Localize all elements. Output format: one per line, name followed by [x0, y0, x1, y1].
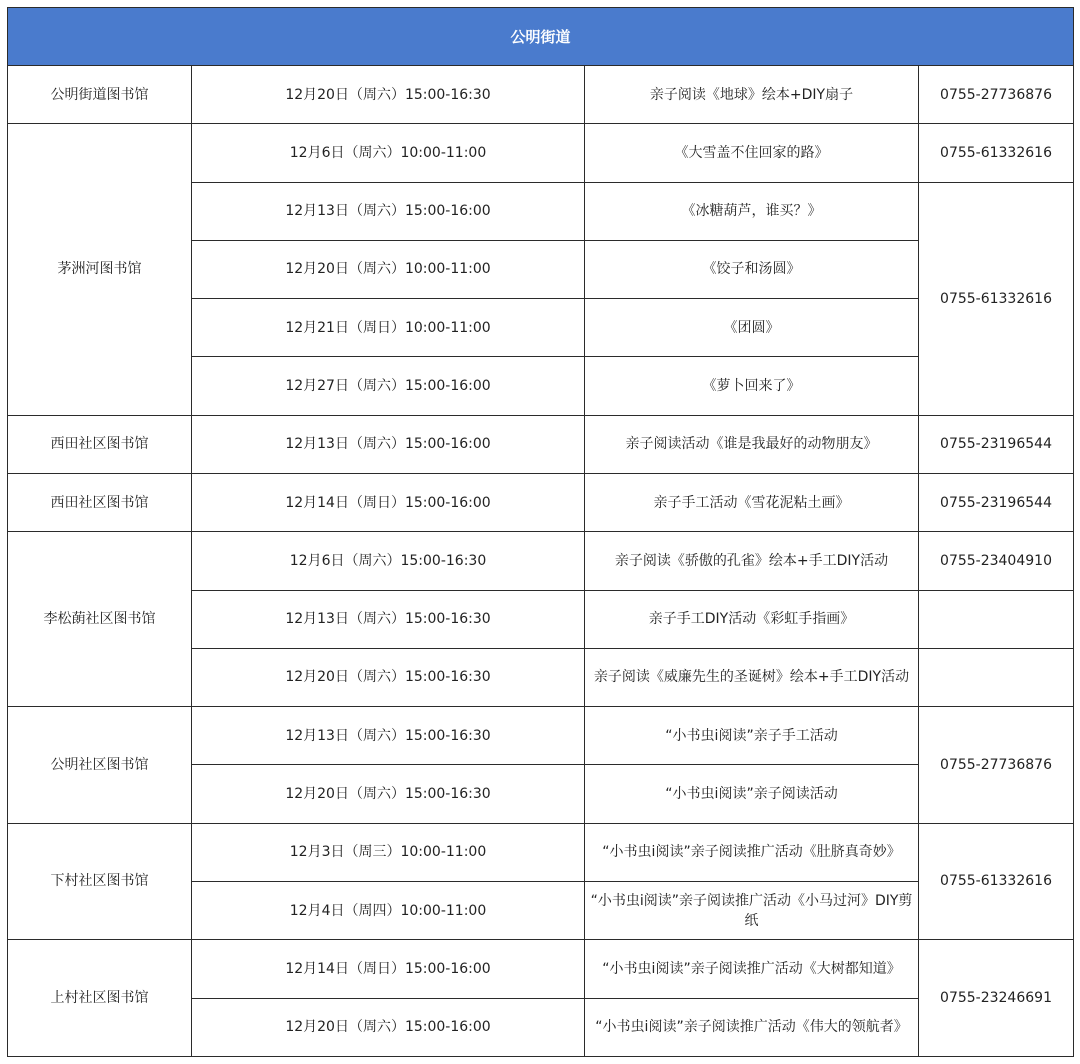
activity-cell: “小书虫i阅读”亲子阅读推广活动《大树都知道》: [585, 940, 919, 998]
activity-cell: 《大雪盖不住回家的路》: [585, 124, 919, 182]
activity-cell: 亲子阅读《地球》绘本+DIY扇子: [585, 66, 919, 124]
table-row: [8, 124, 1074, 182]
activity-cell: “小书虫i阅读”亲子手工活动: [585, 707, 919, 765]
phone-cell: 0755-23404910: [919, 532, 1074, 590]
phone-cell: [919, 590, 1074, 648]
table-row: [8, 532, 1074, 590]
activity-cell: 亲子阅读《骄傲的孔雀》绘本+手工DIY活动: [585, 532, 919, 590]
library-name-cell: 茅洲河图书馆: [8, 124, 192, 415]
activity-cell: “小书虫i阅读”亲子阅读推广活动《伟大的领航者》: [585, 998, 919, 1057]
activity-cell: 《萝卜回来了》: [585, 357, 919, 415]
time-cell: 12月13日（周六）15:00-16:00: [192, 415, 585, 473]
table-row: [8, 415, 1074, 473]
time-cell: 12月13日（周六）15:00-16:30: [192, 707, 585, 765]
time-cell: 12月13日（周六）15:00-16:30: [192, 590, 585, 648]
activity-cell: 亲子手工DIY活动《彩虹手指画》: [585, 590, 919, 648]
activity-cell: “小书虫i阅读”亲子阅读活动: [585, 765, 919, 823]
time-cell: 12月20日（周六）15:00-16:00: [192, 998, 585, 1057]
table-row: [8, 940, 1074, 998]
time-cell: 12月13日（周六）15:00-16:00: [192, 182, 585, 240]
phone-cell: 0755-23196544: [919, 415, 1074, 473]
phone-cell: [919, 648, 1074, 706]
table-row: [8, 823, 1074, 881]
activity-cell: 《饺子和汤圆》: [585, 240, 919, 298]
library-name-cell: 公明社区图书馆: [8, 707, 192, 824]
time-cell: 12月20日（周六）15:00-16:30: [192, 765, 585, 823]
library-name-cell: 下村社区图书馆: [8, 823, 192, 940]
phone-cell: 0755-23246691: [919, 940, 1074, 1057]
time-cell: 12月6日（周六）10:00-11:00: [192, 124, 585, 182]
phone-cell: 0755-27736876: [919, 707, 1074, 824]
table-row: [8, 66, 1074, 124]
phone-cell: 0755-27736876: [919, 66, 1074, 124]
phone-cell: 0755-23196544: [919, 473, 1074, 531]
activity-cell: 《冰糖葫芦，谁买？》: [585, 182, 919, 240]
library-name-cell: 西田社区图书馆: [8, 473, 192, 531]
time-cell: 12月21日（周日）10:00-11:00: [192, 299, 585, 357]
time-cell: 12月3日（周三）10:00-11:00: [192, 823, 585, 881]
time-cell: 12月20日（周六）10:00-11:00: [192, 240, 585, 298]
time-cell: 12月4日（周四）10:00-11:00: [192, 881, 585, 939]
header-row: [8, 8, 1074, 66]
library-name-cell: 上村社区图书馆: [8, 940, 192, 1057]
schedule-body: [8, 66, 1074, 1057]
table-title: 公明街道: [8, 8, 1074, 66]
library-name-cell: 公明街道图书馆: [8, 66, 192, 124]
time-cell: 12月20日（周六）15:00-16:30: [192, 648, 585, 706]
table-row: [8, 707, 1074, 765]
schedule-table: [7, 7, 1074, 1057]
phone-cell: 0755-61332616: [919, 823, 1074, 940]
table-row: [8, 473, 1074, 531]
time-cell: 12月6日（周六）15:00-16:30: [192, 532, 585, 590]
time-cell: 12月14日（周日）15:00-16:00: [192, 940, 585, 998]
library-name-cell: 西田社区图书馆: [8, 415, 192, 473]
library-name-cell: 李松蓢社区图书馆: [8, 532, 192, 707]
time-cell: 12月14日（周日）15:00-16:00: [192, 473, 585, 531]
activity-cell: 亲子手工活动《雪花泥粘土画》: [585, 473, 919, 531]
activity-cell: “小书虫i阅读”亲子阅读推广活动《肚脐真奇妙》: [585, 823, 919, 881]
phone-cell: 0755-61332616: [919, 182, 1074, 415]
time-cell: 12月27日（周六）15:00-16:00: [192, 357, 585, 415]
activity-cell: 《团圆》: [585, 299, 919, 357]
activity-cell: 亲子阅读《威廉先生的圣诞树》绘本+手工DIY活动: [585, 648, 919, 706]
phone-cell: 0755-61332616: [919, 124, 1074, 182]
time-cell: 12月20日（周六）15:00-16:30: [192, 66, 585, 124]
activity-cell: 亲子阅读活动《谁是我最好的动物朋友》: [585, 415, 919, 473]
activity-cell: “小书虫i阅读”亲子阅读推广活动《小马过河》DIY剪纸: [585, 881, 919, 939]
